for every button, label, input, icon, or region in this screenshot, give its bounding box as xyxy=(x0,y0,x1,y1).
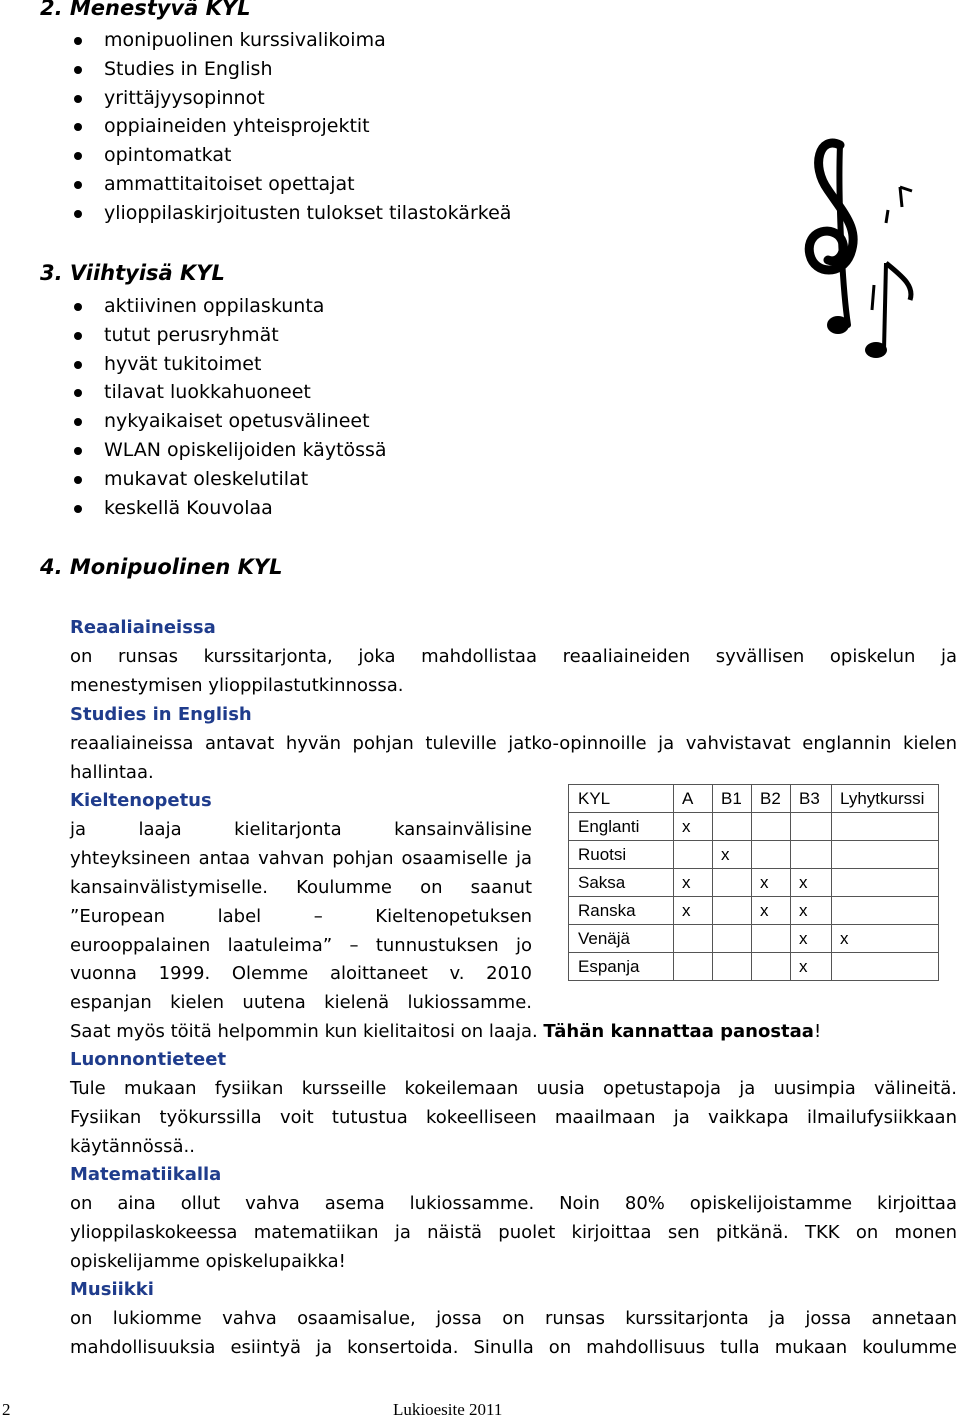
table-cell: Englanti xyxy=(569,813,674,841)
bullet-icon xyxy=(74,152,82,160)
section-3-list xyxy=(72,292,387,522)
section-2-title: 2. Menestyvä KYL xyxy=(40,0,251,20)
table-cell: x xyxy=(752,869,791,897)
table-header-row xyxy=(569,785,939,813)
table-header-cell: B1 xyxy=(713,785,752,813)
table-cell xyxy=(832,841,939,869)
kielet-line-4: ”European label – Kieltenopetuksen xyxy=(70,906,532,927)
table-header-cell: KYL xyxy=(569,785,674,813)
music-notes-icon xyxy=(790,135,930,370)
luonnon-line-2: Fysiikan työkurssilla voit tutustua kokeelliseen maailmaan ja vaikkapa ilmailufysiikkaan xyxy=(70,1107,957,1128)
table-cell xyxy=(674,925,713,953)
list-item: ylioppilaskirjoitusten tulokset tilastokärkeä xyxy=(72,199,511,228)
kielet-closing: Saat myös töitä helpommin kun kielitaitosi on laaja. Tähän kannattaa panostaa! xyxy=(70,1021,822,1042)
list-item: ammattitaitoiset opettajat xyxy=(72,170,511,199)
bullet-icon xyxy=(74,37,82,45)
bullet-icon xyxy=(74,210,82,218)
table-cell: x xyxy=(791,897,832,925)
bullet-icon xyxy=(74,95,82,103)
table-cell xyxy=(832,813,939,841)
table-cell: x xyxy=(791,925,832,953)
musiikki-line-1: on lukiomme vahva osaamisalue, jossa on runsas kurssitarjonta ja jossa annetaan xyxy=(70,1308,957,1329)
bullet-icon xyxy=(74,476,82,484)
list-item: opintomatkat xyxy=(72,141,511,170)
bullet-icon xyxy=(74,303,82,311)
bullet-icon xyxy=(74,505,82,513)
table-header-cell: A xyxy=(674,785,713,813)
reaali-line-2: menestymisen ylioppilastutkinnossa. xyxy=(70,675,404,696)
list-item: yrittäjyysopinnot xyxy=(72,84,511,113)
table-cell xyxy=(752,841,791,869)
table-cell xyxy=(752,925,791,953)
table-cell: x xyxy=(674,813,713,841)
table-header-cell: Lyhytkurssi xyxy=(832,785,939,813)
bullet-icon xyxy=(74,361,82,369)
list-item: nykyaikaiset opetusvälineet xyxy=(72,407,387,436)
list-item: aktiivinen oppilaskunta xyxy=(72,292,387,321)
table-row xyxy=(569,813,939,841)
studies-line-1: reaaliaineissa antavat hyvän pohjan tuleville jatko-opinnoille ja vahvistavat englannin kielen xyxy=(70,733,957,754)
table-cell: x xyxy=(791,869,832,897)
reaali-line-1: on runsas kurssitarjonta, joka mahdollistaa reaaliaineiden syvällisen opiskelun ja xyxy=(70,646,957,667)
language-table xyxy=(568,784,939,981)
bullet-icon xyxy=(74,181,82,189)
matikka-line-1: on aina ollut vahva asema lukiossamme. Noin 80% opiskelijoistamme kirjoittaa xyxy=(70,1193,957,1214)
list-item: keskellä Kouvolaa xyxy=(72,494,387,523)
table-cell xyxy=(832,869,939,897)
bullet-icon xyxy=(74,418,82,426)
studies-line-2: hallintaa. xyxy=(70,762,154,783)
table-cell: x xyxy=(791,953,832,981)
table-cell: x xyxy=(832,925,939,953)
luonnon-heading: Luonnontieteet xyxy=(70,1049,227,1070)
kielet-line-5: eurooppalainen laatuleima” – tunnustuksen jo xyxy=(70,935,532,956)
section-4-title: 4. Monipuolinen KYL xyxy=(40,555,283,579)
kielet-line-1: ja laaja kielitarjonta kansainvälisine xyxy=(70,819,532,840)
footer-text: Lukioesite 2011 xyxy=(393,1400,503,1419)
table-row xyxy=(569,841,939,869)
table-row xyxy=(569,953,939,981)
list-item: oppiaineiden yhteisprojektit xyxy=(72,112,511,141)
table-cell xyxy=(752,813,791,841)
bullet-icon xyxy=(74,66,82,74)
table-cell xyxy=(713,869,752,897)
table-cell xyxy=(791,841,832,869)
bullet-icon xyxy=(74,332,82,340)
table-row xyxy=(569,869,939,897)
table-cell xyxy=(832,897,939,925)
table-cell xyxy=(713,953,752,981)
table-header-cell: B2 xyxy=(752,785,791,813)
kielet-line-7: espanjan kielen uutena kielenä lukiossamme. xyxy=(70,992,532,1013)
kielet-line-3: kansainvälistymiselle. Koulumme on saanut xyxy=(70,877,532,898)
list-item: hyvät tukitoimet xyxy=(72,350,387,379)
luonnon-line-3: käytännössä.. xyxy=(70,1136,195,1157)
table-cell: x xyxy=(752,897,791,925)
matikka-line-2: ylioppilaskokeessa matematiikan ja näistä puolet kirjoittaa sen pitkänä. TKK on monen xyxy=(70,1222,957,1243)
table-cell: Ruotsi xyxy=(569,841,674,869)
table-cell: x xyxy=(674,897,713,925)
studies-heading: Studies in English xyxy=(70,704,252,725)
bullet-icon xyxy=(74,447,82,455)
table-cell xyxy=(713,925,752,953)
table-cell: x xyxy=(713,841,752,869)
table-cell xyxy=(713,897,752,925)
table-header-cell: B3 xyxy=(791,785,832,813)
kielet-line-6: vuonna 1999. Olemme aloittaneet v. 2010 xyxy=(70,963,532,984)
table-cell: Saksa xyxy=(569,869,674,897)
matikka-heading: Matematiikalla xyxy=(70,1164,222,1185)
kielet-heading: Kieltenopetus xyxy=(70,790,212,811)
list-item: monipuolinen kurssivalikoima xyxy=(72,26,511,55)
list-item: tutut perusryhmät xyxy=(72,321,387,350)
table-row xyxy=(569,925,939,953)
table-cell xyxy=(791,813,832,841)
table-cell xyxy=(713,813,752,841)
table-cell xyxy=(832,953,939,981)
musiikki-heading: Musiikki xyxy=(70,1279,154,1300)
table-cell xyxy=(674,841,713,869)
list-item: Studies in English xyxy=(72,55,511,84)
list-item: tilavat luokkahuoneet xyxy=(72,378,387,407)
bullet-icon xyxy=(74,389,82,397)
matikka-line-3: opiskelijamme opiskelupaikka! xyxy=(70,1251,346,1272)
kielet-line-2: yhteyksineen antaa vahvan pohjan osaamiselle ja xyxy=(70,848,532,869)
table-cell: Ranska xyxy=(569,897,674,925)
table-row xyxy=(569,897,939,925)
table-cell: Venäjä xyxy=(569,925,674,953)
page-number: 2 xyxy=(2,1400,11,1419)
section-2-list xyxy=(72,26,511,228)
section-3-title: 3. Viihtyisä KYL xyxy=(40,261,225,285)
table-cell: x xyxy=(674,869,713,897)
list-item: mukavat oleskelutilat xyxy=(72,465,387,494)
table-cell xyxy=(752,953,791,981)
reaali-heading: Reaaliaineissa xyxy=(70,617,216,638)
list-item: WLAN opiskelijoiden käytössä xyxy=(72,436,387,465)
table-cell: Espanja xyxy=(569,953,674,981)
musiikki-line-2: mahdollisuuksia esiintyä ja konsertoida. Sinulla on mahdollisuus tulla mukaan koulumme xyxy=(70,1337,957,1358)
kielet-closing-bold: Tähän kannattaa panostaa xyxy=(543,1021,814,1042)
luonnon-line-1: Tule mukaan fysiikan kursseille kokeilemaan uusia opetustapoja ja uusimpia välineitä. xyxy=(70,1078,957,1099)
table-cell xyxy=(674,953,713,981)
bullet-icon xyxy=(74,123,82,131)
